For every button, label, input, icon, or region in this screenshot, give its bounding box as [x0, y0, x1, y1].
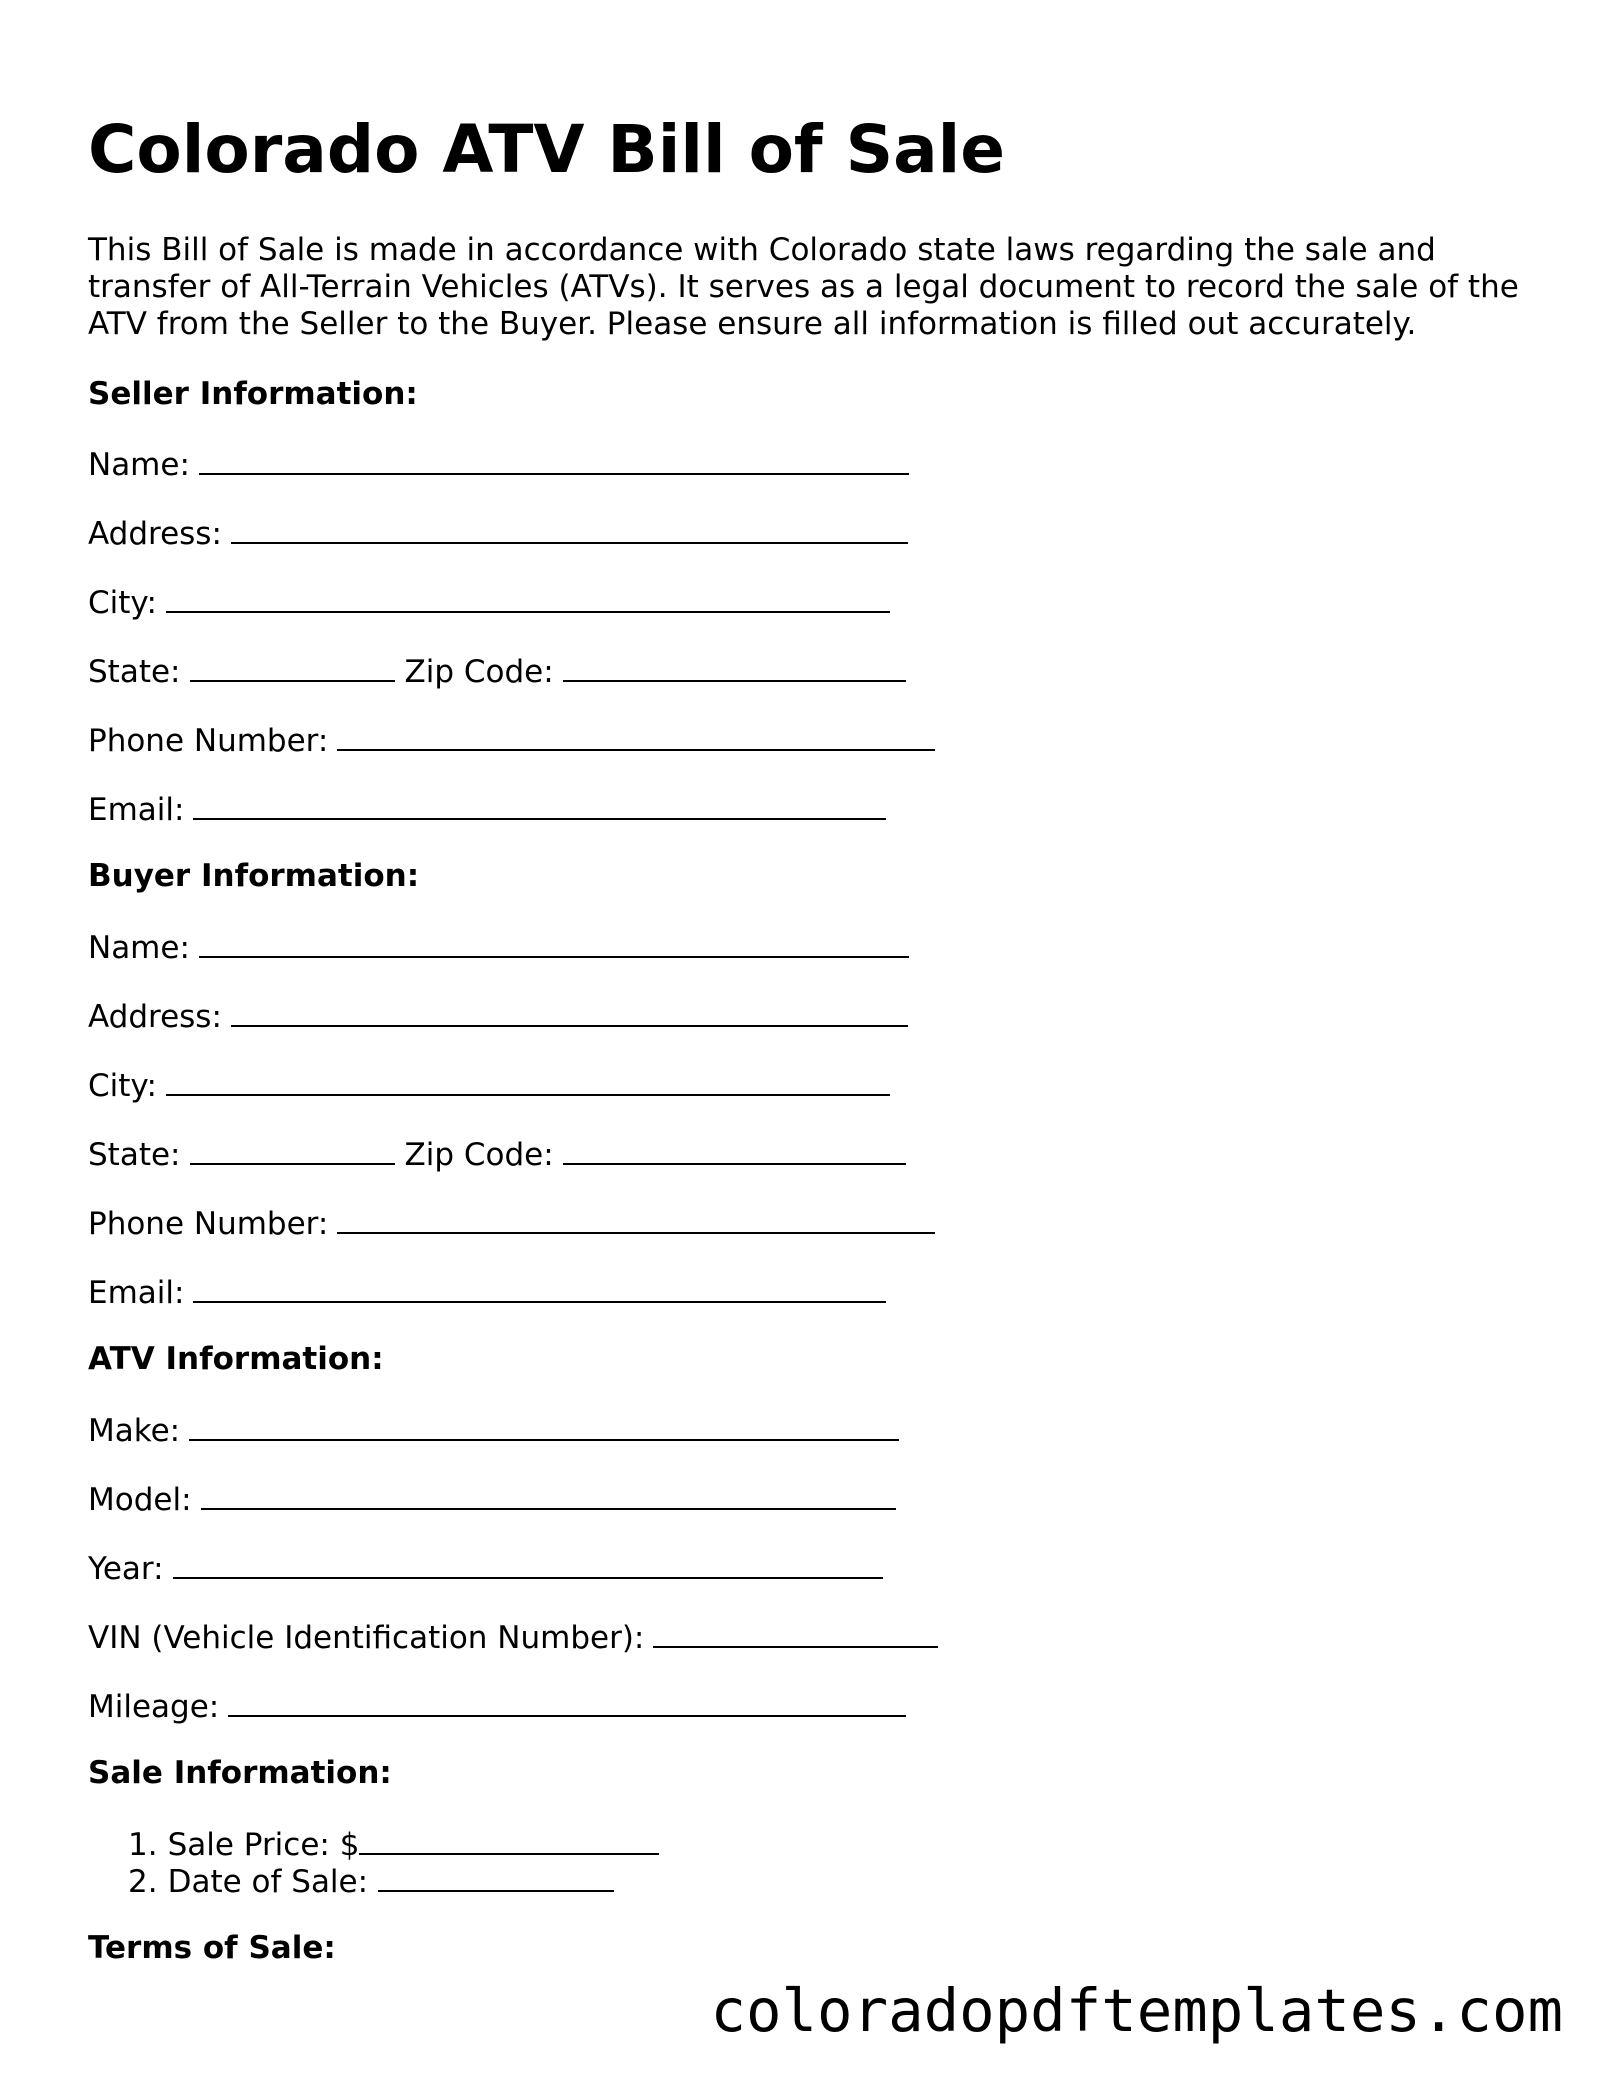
buyer-name-input[interactable]	[199, 926, 909, 958]
seller-city-input[interactable]	[166, 581, 890, 613]
buyer-state-label: State:	[88, 1137, 181, 1173]
atv-model-input[interactable]	[201, 1478, 896, 1510]
seller-zip-label: Zip Code:	[404, 654, 554, 690]
atv-vin-label: VIN (Vehicle Identification Number):	[88, 1620, 645, 1656]
document-title: Colorado ATV Bill of Sale	[88, 111, 1006, 188]
atv-year-field	[88, 1547, 883, 1585]
buyer-address-label: Address:	[88, 999, 222, 1035]
seller-city-field	[88, 581, 890, 619]
atv-model-field	[88, 1478, 896, 1516]
seller-heading: Seller Information:	[88, 376, 418, 412]
buyer-address-input[interactable]	[231, 995, 908, 1027]
atv-mileage-input[interactable]	[228, 1685, 906, 1717]
buyer-phone-field	[88, 1202, 935, 1240]
atv-make-input[interactable]	[189, 1409, 899, 1441]
atv-make-label: Make:	[88, 1413, 181, 1449]
seller-email-input[interactable]	[193, 788, 886, 820]
buyer-heading: Buyer Information:	[88, 858, 420, 894]
sale-heading: Sale Information:	[88, 1755, 392, 1791]
buyer-zip-input[interactable]	[563, 1133, 906, 1165]
atv-mileage-field	[88, 1685, 906, 1723]
seller-state-input[interactable]	[190, 650, 395, 682]
atv-vin-input[interactable]	[653, 1616, 938, 1648]
seller-phone-input[interactable]	[337, 719, 935, 751]
watermark-text: coloradopdftemplates.com	[710, 1976, 1563, 2045]
buyer-phone-label: Phone Number:	[88, 1206, 329, 1242]
seller-name-label: Name:	[88, 447, 190, 483]
buyer-zip-label: Zip Code:	[404, 1137, 554, 1173]
atv-year-input[interactable]	[173, 1547, 883, 1579]
list-number: 1.	[128, 1827, 158, 1863]
atv-year-label: Year:	[88, 1551, 164, 1587]
buyer-name-label: Name:	[88, 930, 190, 966]
seller-email-label: Email:	[88, 792, 185, 828]
buyer-city-field	[88, 1064, 890, 1102]
seller-address-input[interactable]	[231, 512, 908, 544]
atv-heading: ATV Information:	[88, 1341, 384, 1377]
date-of-sale-input[interactable]	[378, 1860, 614, 1892]
atv-model-label: Model:	[88, 1482, 192, 1518]
buyer-city-label: City:	[88, 1068, 157, 1104]
sale-price-input[interactable]	[359, 1823, 659, 1855]
buyer-state-input[interactable]	[190, 1133, 395, 1165]
seller-address-label: Address:	[88, 516, 222, 552]
seller-phone-field	[88, 719, 935, 757]
seller-address-field	[88, 512, 908, 550]
buyer-city-input[interactable]	[166, 1064, 890, 1096]
intro-paragraph: This Bill of Sale is made in accordance with Colorado state laws regarding the sale and transfer of All-Terrain Vehicles (ATVs). It serves as a legal document to record the sale of the ATV from the Seller to the Buyer. Please ensure all information is filled out accurately.	[88, 232, 1519, 342]
date-of-sale-item	[128, 1860, 614, 1898]
seller-state-label: State:	[88, 654, 181, 690]
buyer-email-input[interactable]	[193, 1271, 886, 1303]
buyer-state-zip-field	[88, 1133, 906, 1171]
buyer-email-label: Email:	[88, 1275, 185, 1311]
seller-email-field	[88, 788, 886, 826]
seller-name-input[interactable]	[199, 443, 909, 475]
buyer-name-field	[88, 926, 909, 964]
atv-vin-field	[88, 1616, 938, 1654]
buyer-phone-input[interactable]	[337, 1202, 935, 1234]
atv-mileage-label: Mileage:	[88, 1689, 220, 1725]
list-number: 2.	[128, 1864, 158, 1900]
sale-price-item	[128, 1823, 659, 1861]
date-of-sale-label: Date of Sale:	[167, 1864, 369, 1900]
seller-zip-input[interactable]	[563, 650, 906, 682]
seller-phone-label: Phone Number:	[88, 723, 329, 759]
seller-state-zip-field	[88, 650, 906, 688]
seller-name-field	[88, 443, 909, 481]
sale-price-label: Sale Price: $	[167, 1827, 360, 1863]
seller-city-label: City:	[88, 585, 157, 621]
terms-heading: Terms of Sale:	[88, 1930, 336, 1966]
buyer-address-field	[88, 995, 908, 1033]
buyer-email-field	[88, 1271, 886, 1309]
atv-make-field	[88, 1409, 899, 1447]
